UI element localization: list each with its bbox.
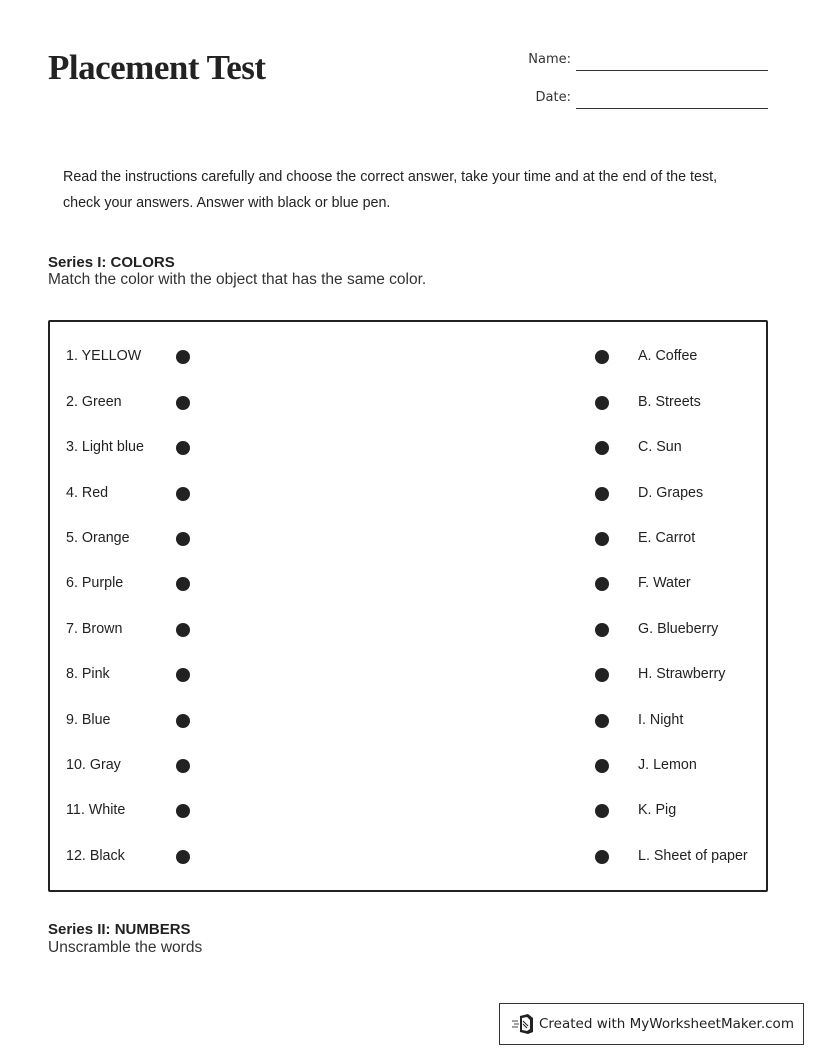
object-item: D. Grapes xyxy=(638,485,704,501)
color-item: 10. Gray xyxy=(66,757,121,773)
color-item: 7. Brown xyxy=(66,621,123,637)
left-dot-icon[interactable] xyxy=(176,441,190,455)
right-dot-icon[interactable] xyxy=(595,532,609,546)
series-1-subtitle: Match the color with the object that has the same color. xyxy=(48,271,427,288)
left-dot-icon[interactable] xyxy=(176,759,190,773)
right-dot-icon[interactable] xyxy=(595,668,609,682)
object-item: B. Streets xyxy=(638,394,701,410)
match-row xyxy=(50,709,766,731)
object-item: E. Carrot xyxy=(638,530,696,546)
match-row xyxy=(50,618,766,640)
right-dot-icon[interactable] xyxy=(595,850,609,864)
object-item: I. Night xyxy=(638,712,684,728)
footer-text: Created with MyWorksheetMaker.com xyxy=(539,1016,794,1032)
right-dot-icon[interactable] xyxy=(595,396,609,410)
instructions xyxy=(63,164,763,216)
match-row xyxy=(50,436,766,458)
match-row xyxy=(50,799,766,821)
series-2-title: Series II: NUMBERS xyxy=(48,921,191,938)
date-field-line[interactable] xyxy=(576,108,768,109)
right-dot-icon[interactable] xyxy=(595,577,609,591)
color-item: 6. Purple xyxy=(66,575,124,591)
color-item: 1. YELLOW xyxy=(66,348,142,364)
page-title: Placement Test xyxy=(48,48,266,87)
object-item: K. Pig xyxy=(638,802,677,818)
color-item: 11. White xyxy=(66,802,126,818)
left-dot-icon[interactable] xyxy=(176,623,190,637)
left-dot-icon[interactable] xyxy=(176,577,190,591)
right-dot-icon[interactable] xyxy=(595,804,609,818)
color-item: 12. Black xyxy=(66,848,125,864)
left-dot-icon[interactable] xyxy=(176,350,190,364)
match-row xyxy=(50,754,766,776)
instructions-line-1: Read the instructions carefully and choose the correct answer, take your time and at the end of the test, xyxy=(63,169,718,185)
match-row xyxy=(50,845,766,867)
right-dot-icon[interactable] xyxy=(595,714,609,728)
left-dot-icon[interactable] xyxy=(176,668,190,682)
match-row xyxy=(50,482,766,504)
match-row xyxy=(50,527,766,549)
object-item: A. Coffee xyxy=(638,348,698,364)
match-row xyxy=(50,391,766,413)
color-item: 5. Orange xyxy=(66,530,130,546)
left-dot-icon[interactable] xyxy=(176,532,190,546)
object-item: J. Lemon xyxy=(638,757,697,773)
match-row xyxy=(50,572,766,594)
name-field-line[interactable] xyxy=(576,70,768,71)
match-row xyxy=(50,663,766,685)
object-item: H. Strawberry xyxy=(638,666,726,682)
color-item: 8. Pink xyxy=(66,666,110,682)
object-item: F. Water xyxy=(638,575,691,591)
color-item: 2. Green xyxy=(66,394,122,410)
worksheet-logo-icon xyxy=(511,1013,535,1035)
left-dot-icon[interactable] xyxy=(176,850,190,864)
object-item: C. Sun xyxy=(638,439,682,455)
instructions-line-2: check your answers. Answer with black or blue pen. xyxy=(63,195,391,211)
left-dot-icon[interactable] xyxy=(176,804,190,818)
right-dot-icon[interactable] xyxy=(595,759,609,773)
color-item: 4. Red xyxy=(66,485,109,501)
color-item: 9. Blue xyxy=(66,712,111,728)
match-row xyxy=(50,345,766,367)
footer-badge[interactable] xyxy=(499,1003,804,1045)
color-item: 3. Light blue xyxy=(66,439,144,455)
left-dot-icon[interactable] xyxy=(176,396,190,410)
right-dot-icon[interactable] xyxy=(595,441,609,455)
date-label: Date: xyxy=(535,90,571,105)
matching-box xyxy=(48,320,768,892)
series-1-title: Series I: COLORS xyxy=(48,254,175,271)
right-dot-icon[interactable] xyxy=(595,350,609,364)
name-label: Name: xyxy=(528,52,571,67)
right-dot-icon[interactable] xyxy=(595,623,609,637)
left-dot-icon[interactable] xyxy=(176,487,190,501)
series-2-subtitle: Unscramble the words xyxy=(48,939,203,956)
object-item: L. Sheet of paper xyxy=(638,848,748,864)
left-dot-icon[interactable] xyxy=(176,714,190,728)
right-dot-icon[interactable] xyxy=(595,487,609,501)
object-item: G. Blueberry xyxy=(638,621,719,637)
